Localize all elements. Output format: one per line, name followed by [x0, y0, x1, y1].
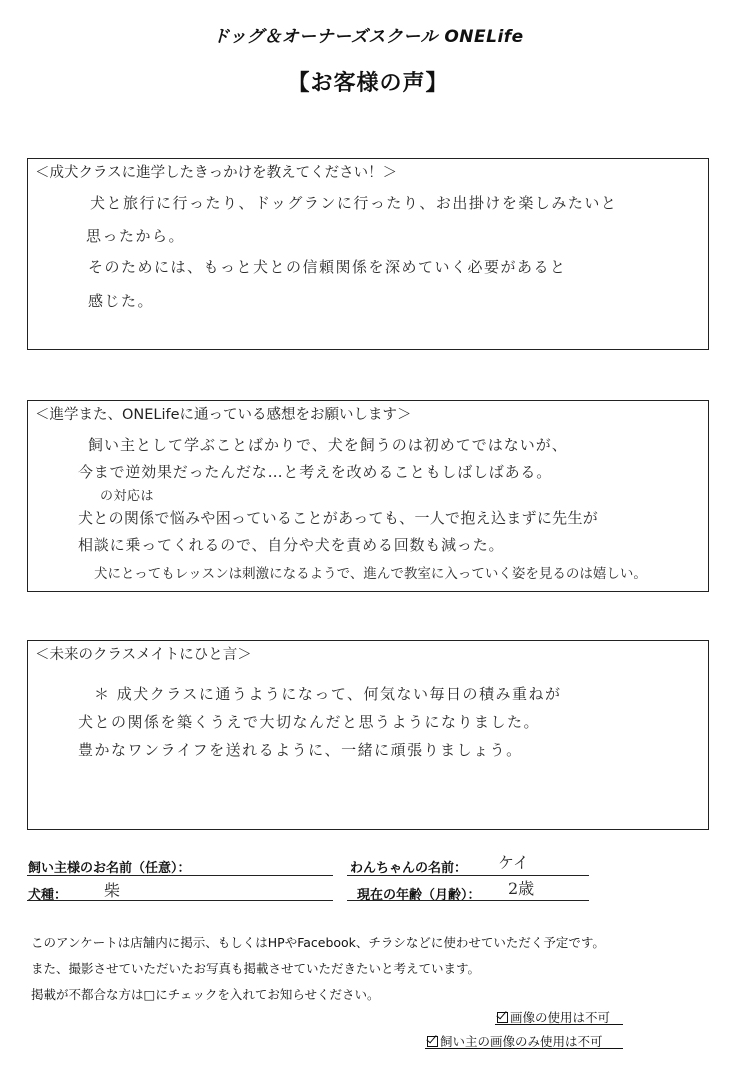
dog-name-rule	[347, 875, 589, 876]
option-label: 飼い主の画像のみ使用は不可	[440, 1034, 603, 1049]
owner-name-label: 飼い主様のお名前（任意）：	[28, 861, 191, 876]
question-label: ＜進学また、ONELifeに通っている感想をお願いします＞	[35, 407, 412, 423]
age-rule	[347, 900, 589, 901]
question-label: ＜成犬クラスに進学したきっかけを教えてください！＞	[35, 165, 398, 181]
answer-line: 犬と旅行に行ったり、ドッグランに行ったり、お出掛けを楽しみたいと	[90, 194, 618, 212]
question-box-impressions	[27, 400, 709, 592]
notice-line: このアンケートは店舗内に掲示、もしくはHPやFacebook、チラシなどに使わせていただく予定です。	[31, 935, 605, 950]
option-underline	[425, 1048, 623, 1049]
answer-insertion: の対応は	[100, 489, 155, 504]
breed-label: 犬種：	[28, 888, 68, 903]
answer-line: 思ったから。	[86, 227, 186, 245]
answer-line: 今まで逆効果だったんだな…と考えを改めることもしばしばある。	[78, 463, 553, 481]
breed-value[interactable]: 柴	[104, 881, 121, 900]
answer-line: 犬との関係で悩みや困っていることがあっても、一人で抱え込まずに先生が	[78, 509, 599, 527]
page-title: 【お客様の声】	[287, 71, 449, 96]
option-underline	[495, 1024, 623, 1025]
checkbox[interactable]	[427, 1036, 438, 1047]
answer-line: 相談に乗ってくれるので、自分や犬を責める回数も減った。	[78, 536, 505, 554]
question-label: ＜未来のクラスメイトにひと言＞	[35, 647, 252, 663]
answer-line: 感じた。	[88, 292, 155, 310]
notice-line: 掲載が不都合な方は□にチェックを入れてお知らせください。	[31, 987, 380, 1002]
option-label: 画像の使用は不可	[510, 1010, 611, 1025]
question-box-reason	[27, 158, 709, 350]
question-box-message	[27, 640, 709, 830]
breed-rule	[27, 900, 333, 901]
answer-line: 犬との関係を築くうえで大切なんだと思うようになりました。	[78, 713, 541, 731]
answer-line: 豊かなワンライフを送れるように、一緒に頑張りましょう。	[78, 741, 523, 759]
age-label: 現在の年齢（月齢）：	[357, 888, 481, 903]
answer-line: 飼い主として学ぶことばかりで、犬を飼うのは初めてではないが、	[88, 436, 568, 454]
dog-name-label: わんちゃんの名前：	[350, 861, 468, 876]
answer-line: 犬にとってもレッスンは刺激になるようで、進んで教室に入っていく姿を見るのは嬉しい。	[94, 566, 647, 582]
school-name: ドッグ＆オーナーズスクール ONELife	[212, 27, 524, 47]
checkbox[interactable]	[497, 1012, 508, 1023]
answer-line: ＊ 成犬クラスに通うようになって、何気ない毎日の積み重ねが	[94, 685, 562, 703]
dog-name-value[interactable]: ケイ	[498, 853, 529, 872]
age-value[interactable]: 2歳	[508, 879, 535, 898]
answer-line: そのためには、もっと犬との信頼関係を深めていく必要があると	[88, 258, 567, 276]
notice-line: また、撮影させていただいたお写真も掲載させていただきたいと考えています。	[31, 961, 481, 976]
owner-name-rule	[27, 875, 333, 876]
